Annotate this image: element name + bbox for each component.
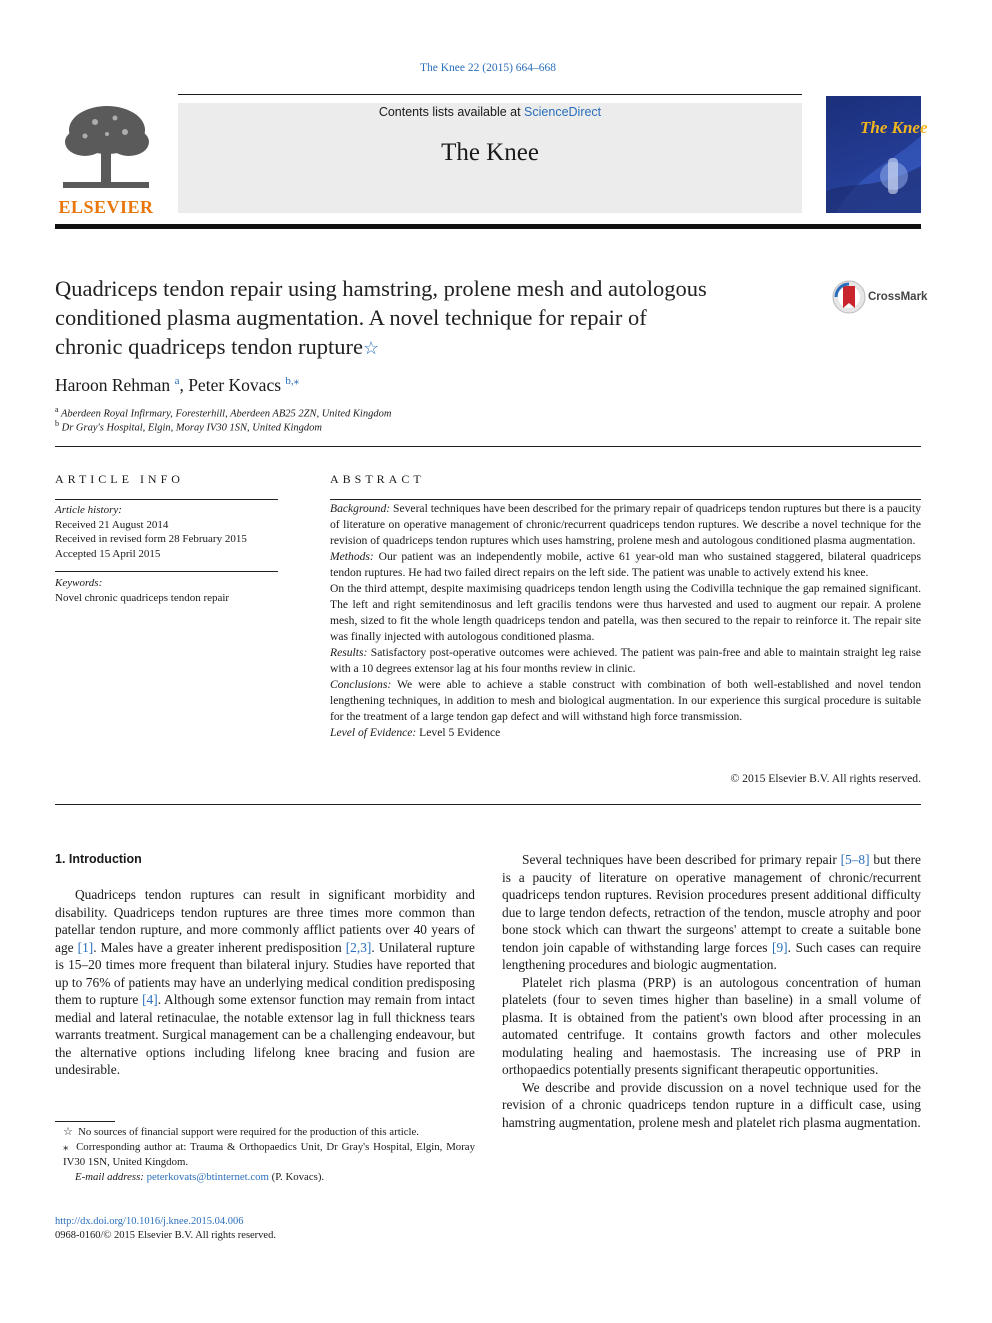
- divider: [55, 446, 921, 447]
- footnote-rule: [55, 1121, 115, 1122]
- cover-title: The Knee: [860, 118, 928, 137]
- journal-name: The Knee: [441, 139, 539, 166]
- abstract-heading: ABSTRACT: [330, 472, 425, 486]
- journal-cover-image[interactable]: [826, 96, 921, 213]
- journal-reference-link[interactable]: The Knee 22 (2015) 664–668: [419, 62, 557, 74]
- keywords: Keywords: Novel chronic quadriceps tendon repair: [55, 577, 230, 604]
- header-thick-rule: [55, 224, 921, 229]
- footnote-email: E-mail address: peterkovats@btinternet.com (P. Kovacs).: [75, 1171, 325, 1183]
- footnotes: [55, 1125, 475, 1185]
- citation-link[interactable]: [5–8]: [840, 852, 870, 867]
- abstract-evidence: Level of Evidence: Level 5 Evidence: [330, 726, 501, 739]
- abstract-background: Background: Several techniques have been described for the primary repair of quadriceps tendon ruptures but there is a paucity of literature on operative management of chronic/recurrent quadriceps tendon ruptures. We describe a novel technique for the revision of quadriceps tendon ruptures which uses hamstring, prolene mesh and autologous conditioned plasma augmentation.: [330, 502, 921, 547]
- cover-art: [826, 96, 921, 213]
- affiliation-marker[interactable]: b,⁎: [285, 375, 300, 387]
- divider: [330, 499, 921, 500]
- paragraph: We describe and provide discussion on a novel technique used for the revision of a chronic quadriceps tendon rupture in a difficult case, using hamstring augmentation, prolene mesh and platelet rich plasma augmentation.: [502, 1079, 921, 1130]
- abstract-methods-continued: On the third attempt, despite maximising quadriceps tendon length using the Codivilla technique the gap remained significant. The left and right semitendinosus and left gracilis tendons were thus harvested and used to augment our repair. A prolene mesh, sized to fit the whole length quadriceps tendon and patella, was then secured to the repair to reinforce it. The repair site was finally injected with autologous conditioned plasma.: [330, 582, 921, 643]
- citation-link[interactable]: [2,3]: [345, 939, 372, 955]
- affiliation-a: $^a$ Aberdeen Royal Infirmary, Foresterhill, Aberdeen AB25 2ZN, United Kingdom: [55, 405, 392, 420]
- divider: [55, 499, 278, 500]
- title-footnote-star[interactable]: ☆: [363, 338, 380, 358]
- elsevier-wordmark: ELSEVIER: [58, 197, 154, 217]
- intro-left-column: [55, 886, 475, 1079]
- article-info-heading: ARTICLE INFO: [55, 472, 184, 486]
- contents-available-line: Contents lists available at ScienceDirect: [378, 105, 602, 119]
- citation-link[interactable]: [9]: [772, 939, 788, 955]
- abstract-methods: Methods: Our patient was an independently mobile, active 61 year-old man who sustained staggered, bilateral quadriceps tendon ruptures. He had two failed direct repairs on the left side. The patient was unable to actively extend his knee.: [330, 550, 921, 579]
- title-line-2: conditioned plasma augmentation. A novel technique for repair of: [55, 305, 647, 330]
- sciencedirect-link[interactable]: ScienceDirect: [524, 105, 602, 119]
- section-heading: 1. Introduction: [55, 852, 142, 866]
- title-line-1: Quadriceps tendon repair using hamstring, prolene mesh and autologous: [55, 276, 707, 301]
- divider: [55, 804, 921, 805]
- abstract-results: Results: Satisfactory post-operative outcomes were achieved. The patient was pain-free and able to maintain straight leg raise with a 10 degrees extensor lag at his four months review in clinic.: [330, 646, 921, 675]
- intro-right-column: [502, 851, 921, 1131]
- footnote-funding: ☆ No sources of financial support were required for the production of this article.: [63, 1126, 419, 1138]
- divider: [55, 571, 278, 572]
- crossmark-label: CrossMark: [868, 291, 928, 303]
- citation-link[interactable]: [1]: [77, 939, 94, 955]
- issn-line: 0968-0160/© 2015 Elsevier B.V. All rights reserved.: [55, 1230, 276, 1241]
- crossmark-icon[interactable]: [832, 280, 866, 314]
- doi-link[interactable]: http://dx.doi.org/10.1016/j.knee.2015.04.006: [55, 1216, 244, 1227]
- author-list: Haroon Rehman $^a$, Peter Kovacs $^{b,⁎}$: [55, 374, 300, 395]
- article-title: [55, 274, 815, 363]
- header-top-rule: [178, 94, 802, 95]
- affiliation-b: $^b$ Dr Gray's Hospital, Elgin, Moray IV30 1SN, United Kingdom: [55, 419, 322, 434]
- paragraph: Several techniques have been described for primary repair [5–8] but there is a paucity of literature on operative management of chronic/recurrent quadriceps tendon ruptures. Revision procedures present additional difficulty due to large tendon defects, retraction of the tendon, muscle atrophy and poor bone stock which can thwart the surgeons' attempt to create a suitable bone tendon join capable of withstanding large forces [9]. Such cases can require lengthening procedures and biologic augmentation.: [502, 852, 921, 972]
- paragraph: Platelet rich plasma (PRP) is an autologous concentration of human platelets (four to seven times higher than baseline) in a small volume of plasma. It is obtained from the patient's own blood after processing in an automated centrifuge. It contains growth factors and other molecules modulating healing and haemostasis. The increasing use of PRP in orthopaedics potentially presents significant therapeutic opportunities.: [502, 974, 921, 1077]
- footnote-corresponding: ⁎ Corresponding author at: Trauma & Orthopaedics Unit, Dr Gray's Hospital, Elgin, Moray IV30 1SN, United Kingdom.: [63, 1141, 475, 1168]
- abstract-body: [330, 501, 921, 741]
- abstract-conclusions: Conclusions: We were able to achieve a stable construct with combination of both well-established and novel tendon lengthening techniques, in addition to mesh and biological augmentation. In our experience this surgical procedure is suitable for the treatment of a large tendon gap defect and will withstand high force transmission.: [330, 678, 921, 723]
- citation-link[interactable]: [4]: [142, 992, 158, 1007]
- paragraph: Quadriceps tendon ruptures can result in significant morbidity and disability. Quadriceps tendon ruptures are three times more common than patellar tendon rupture, and more commonly afflict patients over 40 years of age [1]. Males have a greater inherent predisposition [2,3]. Unilateral rupture is 15–20 times more frequent than bilateral injury. Studies have reported that up to 76% of patients may have an underlying medical condition predisposing them to rupture [4]. Although some extensor function may remain from intact medial and lateral retinaculae, the notable extensor lag in full thickness tears warrants treatment. Surgical management can be a challenging endeavour, but the alternative options including lifelong knee bracing and fusion are undesirable.: [55, 887, 475, 1077]
- author-name: Haroon Rehman: [55, 374, 171, 395]
- abstract-copyright: © 2015 Elsevier B.V. All rights reserved.: [730, 772, 921, 785]
- affiliation-marker[interactable]: a: [174, 375, 180, 387]
- title-line-3: chronic quadriceps tendon rupture: [55, 334, 364, 359]
- email-link[interactable]: peterkovats@btinternet.com: [146, 1171, 269, 1183]
- elsevier-tree-logo[interactable]: [55, 100, 157, 212]
- author-name: Peter Kovacs: [188, 374, 282, 395]
- article-history: Article history: Received 21 August 2014 Received in revised form 28 February 2015 Accepted 15 April 2015: [55, 504, 247, 560]
